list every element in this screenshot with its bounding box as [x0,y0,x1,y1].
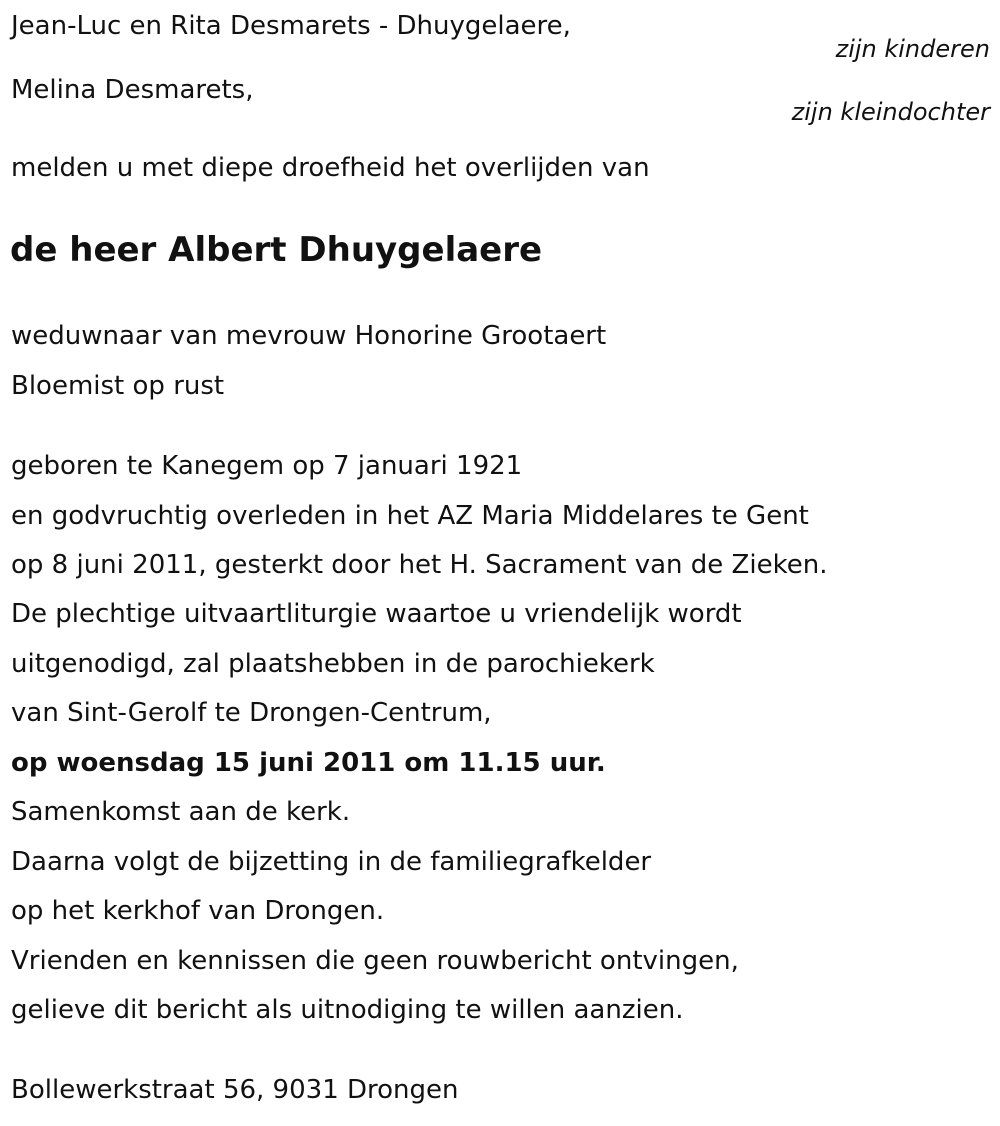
funeral-date: op woensdag 15 juni 2011 om 11.15 uur. [11,748,606,778]
body-line: Samenkomst aan de kerk. [11,797,351,827]
family-name-children: Jean-Luc en Rita Desmarets - Dhuygelaere, [11,11,571,41]
body-line: gelieve dit bericht als uitnodiging te willen aanzien. [11,995,684,1025]
body-line: van Sint-Gerolf te Drongen-Centrum, [11,698,492,728]
family-name-granddaughter: Melina Desmarets, [11,75,254,105]
body-line: op 8 juni 2011, gesterkt door het H. Sacrament van de Zieken. [11,550,828,580]
detail-profession: Bloemist op rust [11,371,225,401]
family-role-granddaughter: zijn kleindochter [791,98,990,126]
announcement-text: melden u met diepe droefheid het overlijden van [11,153,650,183]
address: Bollewerkstraat 56, 9031 Drongen [11,1075,459,1105]
detail-widower: weduwnaar van mevrouw Honorine Grootaert [11,321,607,351]
body-line: uitgenodigd, zal plaatshebben in de parochiekerk [11,649,655,679]
body-line: geboren te Kanegem op 7 januari 1921 [11,451,523,481]
family-role-children: zijn kinderen [835,35,990,63]
deceased-name: de heer Albert Dhuygelaere [10,230,543,270]
body-line: Daarna volgt de bijzetting in de familiegrafkelder [11,847,652,877]
body-line: Vrienden en kennissen die geen rouwbericht ontvingen, [11,946,739,976]
body-line: op het kerkhof van Drongen. [11,896,385,926]
body-line: en godvruchtig overleden in het AZ Maria Middelares te Gent [11,501,809,531]
body-line: De plechtige uitvaartliturgie waartoe u vriendelijk wordt [11,599,742,629]
